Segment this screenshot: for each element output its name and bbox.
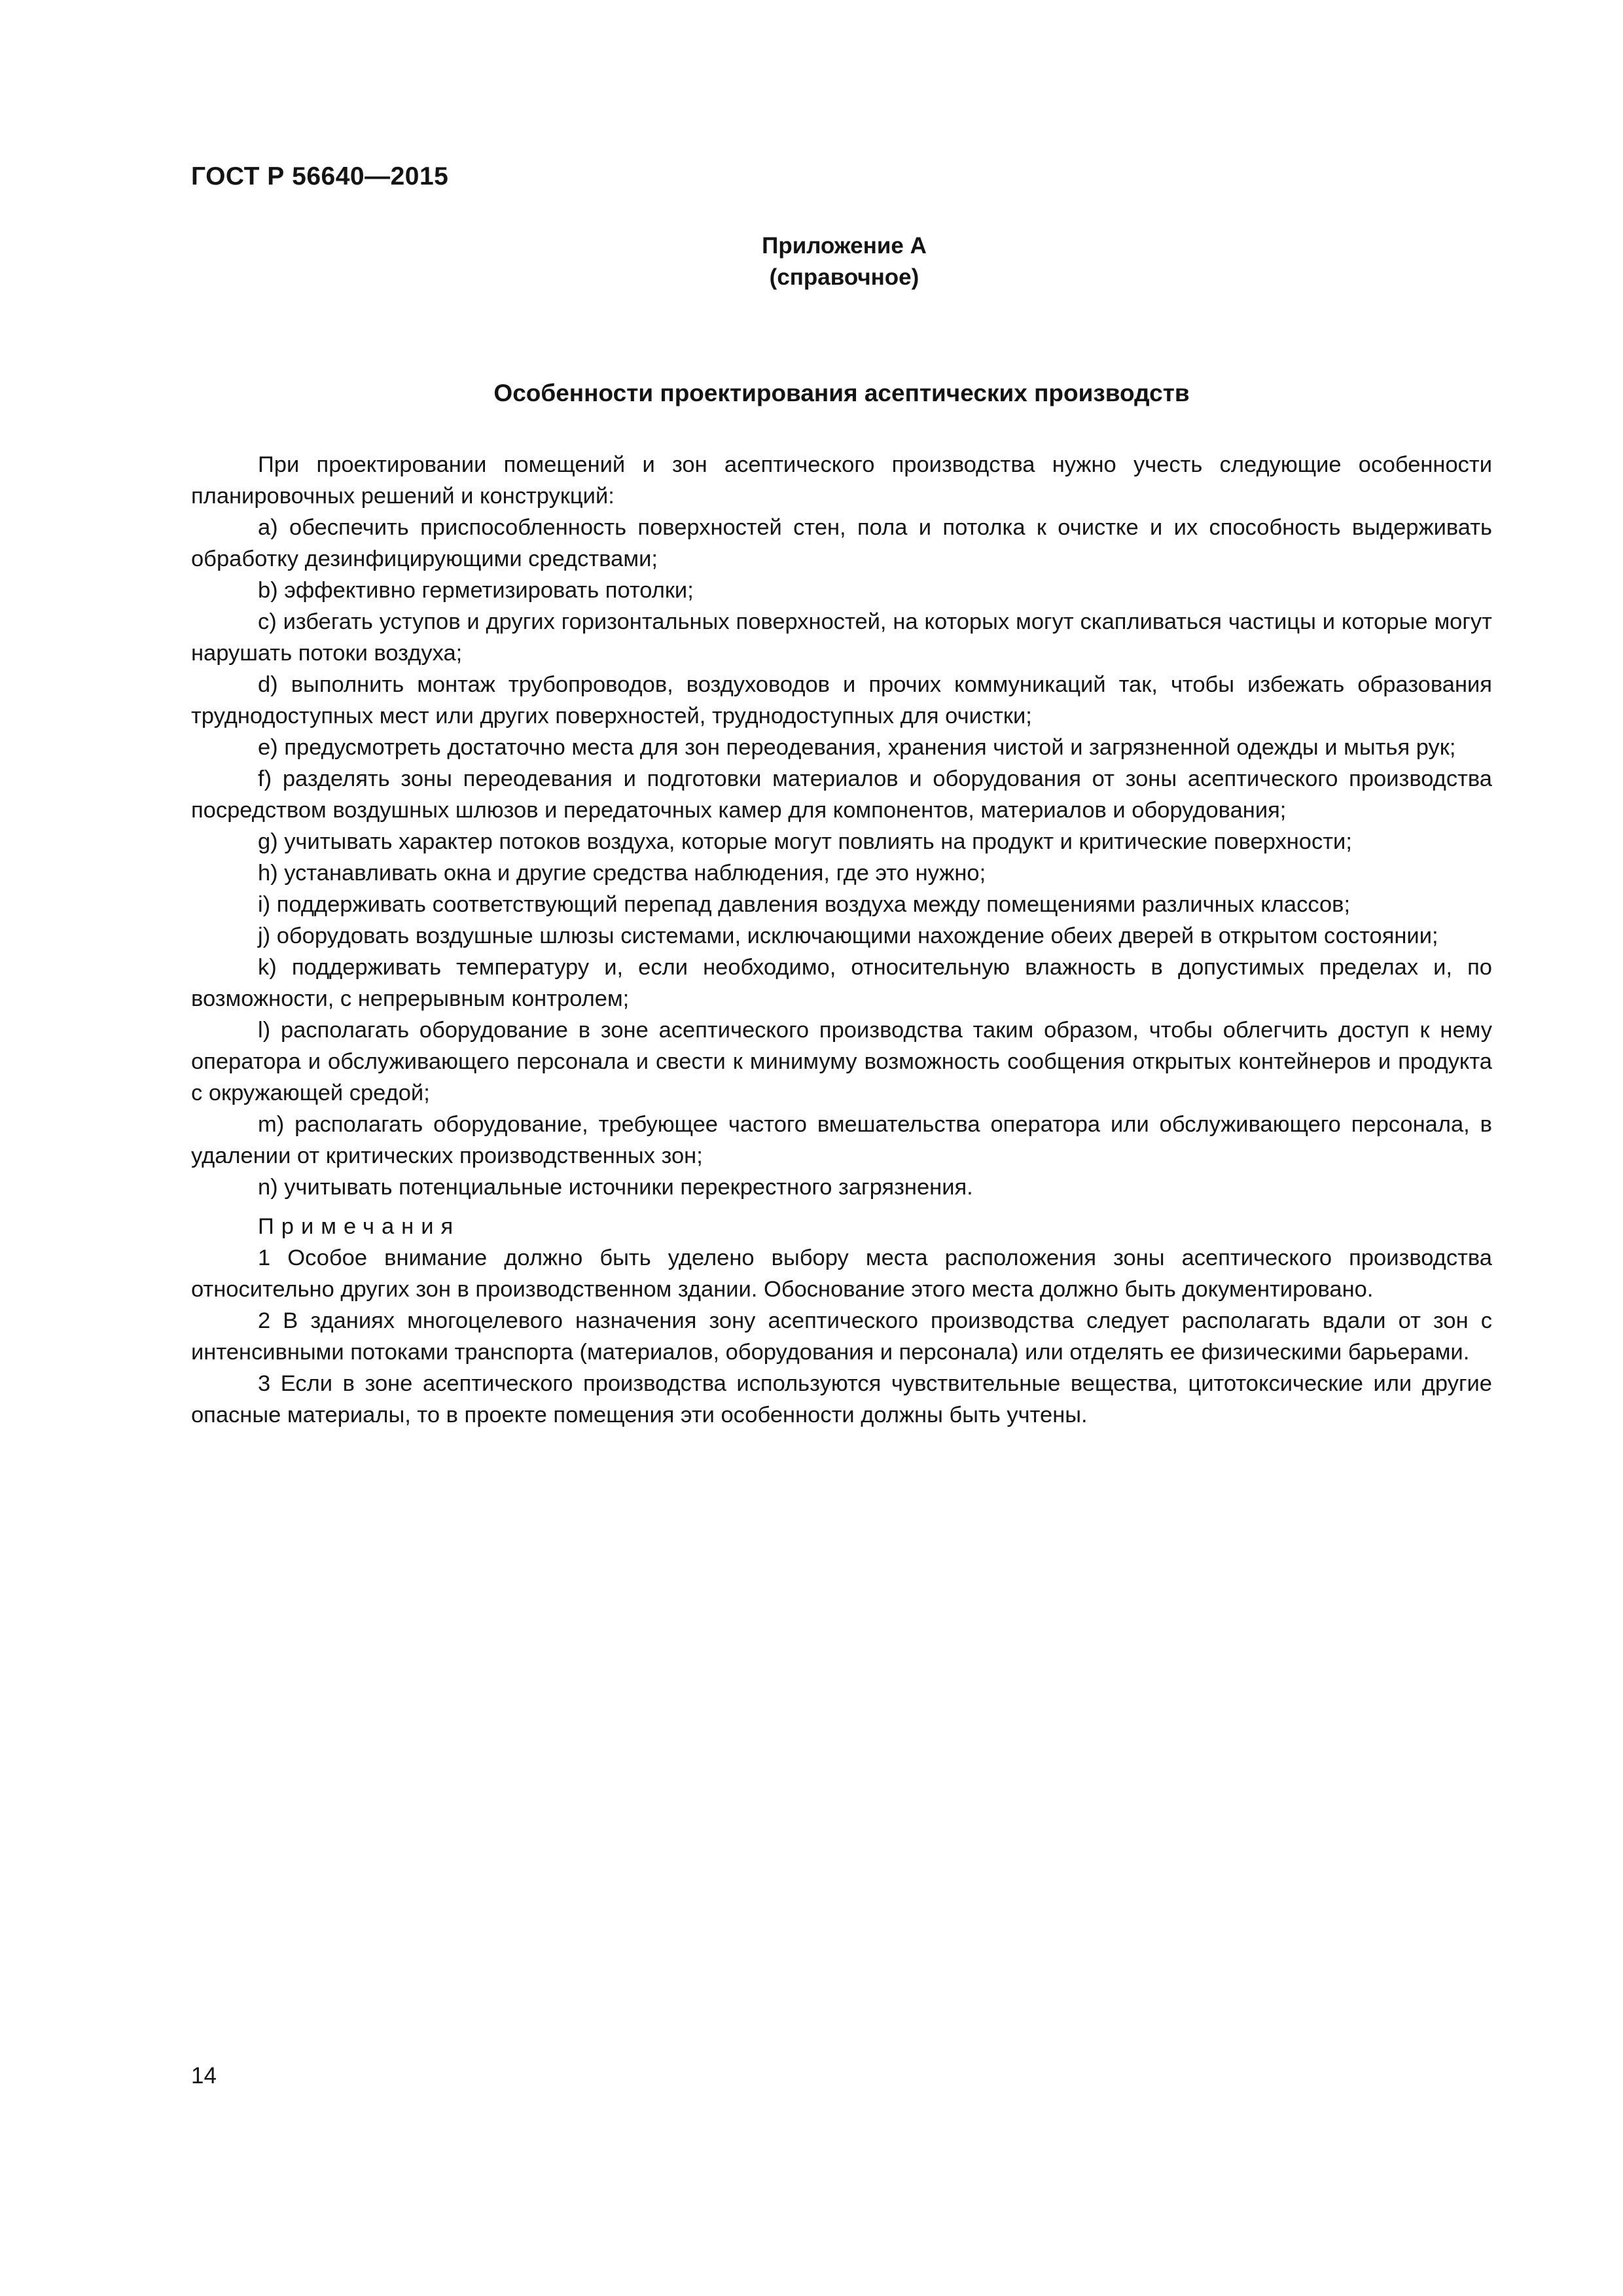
list-item-j: j) оборудовать воздушные шлюзы системами, исключающими нахождение обеих дверей в открытом состоянии; bbox=[258, 924, 1438, 948]
notes-heading: Примечания bbox=[258, 1214, 461, 1239]
list-item-f: f) разделять зоны переодевания и подготовки материалов и оборудования от зоны асептического производства посредством воздушных шлюзов и передаточных камер для компонентов, материалов и оборудования; bbox=[191, 766, 1492, 823]
list-item-e: e) предусмотреть достаточно места для зон переодевания, хранения чистой и загрязненной одежды и мытья рук; bbox=[258, 735, 1456, 760]
section-title: Особенности проектирования асептических производств bbox=[493, 380, 1190, 406]
document-code-header: ГОСТ Р 56640—2015 bbox=[191, 162, 449, 190]
list-item-g: g) учитывать характер потоков воздуха, которые могут повлиять на продукт и критические поверхности; bbox=[258, 829, 1352, 854]
list-item-c: c) избегать уступов и других горизонтальных поверхностей, на которых могут скапливаться частицы и которые могут нарушать потоки воздуха; bbox=[191, 609, 1492, 666]
list-item-h: h) устанавливать окна и другие средства наблюдения, где это нужно; bbox=[258, 861, 986, 886]
list-item-b: b) эффективно герметизировать потолки; bbox=[258, 578, 694, 603]
annex-block bbox=[0, 230, 1623, 293]
note-1: 1 Особое внимание должно быть уделено выбору места расположения зоны асептического производства относительно других зон в производственном здании. Обоснование этого места должно быть документировано. bbox=[191, 1246, 1492, 1302]
annex-title: Приложение А bbox=[762, 233, 927, 259]
list-item-l: l) располагать оборудование в зоне асептического производства таким образом, чтобы облегчить доступ к нему оператора и обслуживающего персонала и свести к минимуму возможность сообщения открытых контейнеров и продукта с окружающей средой; bbox=[191, 1018, 1492, 1105]
list-item-a: a) обеспечить приспособленность поверхностей стен, пола и потолка к очистке и их способность выдерживать обработку дезинфицирующими средствами; bbox=[191, 515, 1492, 571]
note-3: 3 Если в зоне асептического производства используются чувствительные вещества, цитотоксические или другие опасные материалы, то в проекте помещения эти особенности должны быть учтены. bbox=[191, 1371, 1492, 1427]
list-item-n: n) учитывать потенциальные источники перекрестного загрязнения. bbox=[258, 1175, 973, 1200]
intro-paragraph: При проектировании помещений и зон асептического производства нужно учесть следующие особенности планировочных решений и конструкций: bbox=[191, 452, 1492, 509]
list-item-d: d) выполнить монтаж трубопроводов, воздуховодов и прочих коммуникаций так, чтобы избежать образования труднодоступных мест или других поверхностей, труднодоступных для очистки; bbox=[191, 672, 1492, 728]
page-number: 14 bbox=[191, 2063, 217, 2089]
list-item-k: k) поддерживать температуру и, если необходимо, относительную влажность в допустимых пределах и, по возможности, с непрерывным контролем; bbox=[191, 955, 1492, 1011]
body-text bbox=[191, 449, 1492, 1431]
list-item-m: m) располагать оборудование, требующее частого вмешательства оператора или обслуживающего персонала, в удалении от критических производственных зон; bbox=[191, 1112, 1492, 1168]
note-2: 2 В зданиях многоцелевого назначения зону асептического производства следует располагать вдали от зон с интенсивными потоками транспорта (материалов, оборудования и персонала) или отделять ее физическими барьерами. bbox=[191, 1308, 1492, 1365]
annex-status: (справочное) bbox=[769, 264, 919, 290]
list-item-i: i) поддерживать соответствующий перепад давления воздуха между помещениями различных классов; bbox=[258, 892, 1351, 917]
